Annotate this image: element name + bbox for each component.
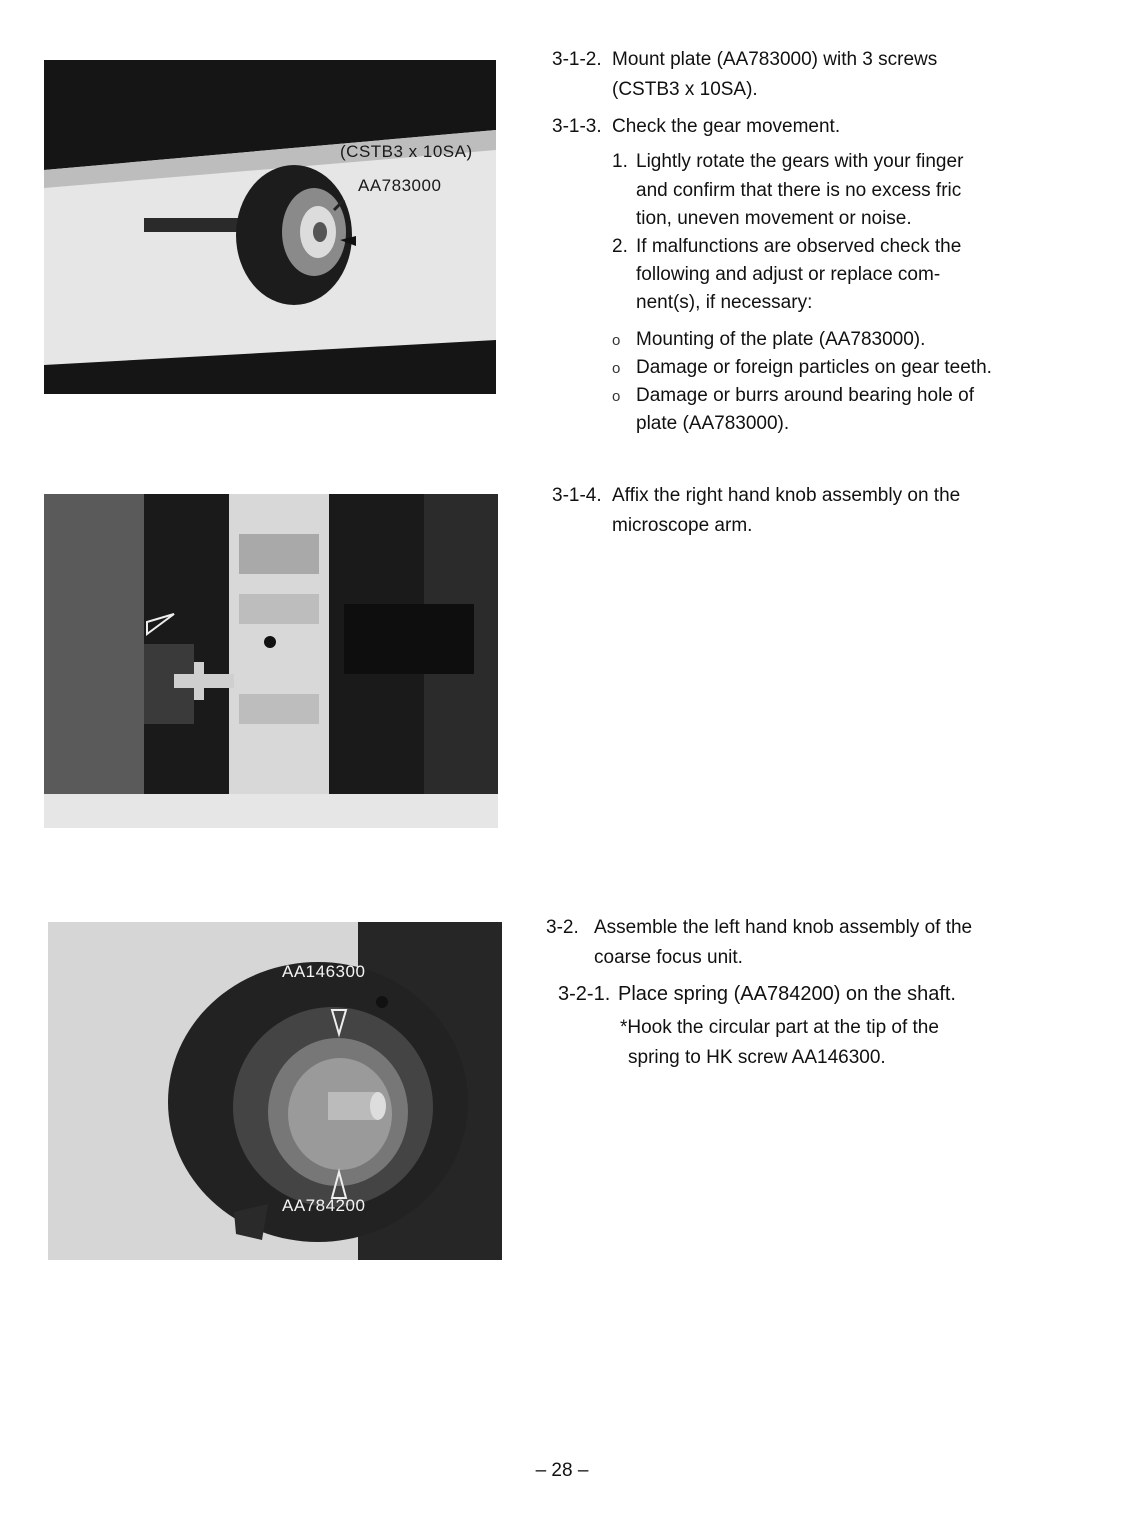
note-line1: *Hook the circular part at the tip of the bbox=[620, 1017, 939, 1038]
step-3-1-4 bbox=[552, 482, 960, 510]
item-2-line2: following and adjust or replace com- bbox=[636, 264, 941, 285]
item-1-line2: and confirm that there is no excess fric bbox=[636, 180, 962, 201]
step-3-1-2-cont: (CSTB3 x 10SA). bbox=[612, 79, 758, 100]
step-text-line1: Mount plate (AA783000) with 3 screws bbox=[612, 49, 938, 70]
step-title: Check the gear movement. bbox=[612, 116, 841, 137]
callout-screw-label: (CSTB3 x 10SA) bbox=[340, 142, 473, 161]
item-1-line3: tion, uneven movement or noise. bbox=[636, 208, 912, 229]
page-number: – 28 – bbox=[535, 1460, 589, 1481]
callout-spring-label: AA784200 bbox=[282, 1196, 366, 1215]
right-knob-image bbox=[44, 494, 498, 828]
item-2-line3: nent(s), if necessary: bbox=[636, 292, 813, 313]
step-title: Place spring (AA784200) on the shaft. bbox=[618, 983, 956, 1005]
bullet-text: Damage or burrs around bearing hole of bbox=[636, 385, 974, 406]
step-3-1-2 bbox=[552, 46, 937, 74]
bullet-item bbox=[612, 382, 974, 411]
bullet-text: Mounting of the plate (AA783000). bbox=[636, 329, 926, 350]
item-number: 1. bbox=[612, 151, 628, 172]
item-number: 2. bbox=[612, 236, 628, 257]
item-2 bbox=[612, 233, 961, 261]
note-line2: spring to HK screw AA146300. bbox=[628, 1047, 886, 1068]
photo-right-knob-assembly bbox=[44, 494, 498, 828]
step-number: 3-1-3. bbox=[552, 116, 602, 137]
step-number: 3-1-4. bbox=[552, 485, 602, 506]
item-line1: Lightly rotate the gears with your finger bbox=[636, 151, 964, 172]
photo-plate-mounting bbox=[44, 60, 496, 394]
left-knob-spring-image bbox=[48, 922, 502, 1260]
step-text-line1: Assemble the left hand knob assembly of the bbox=[594, 917, 973, 938]
step-3-2 bbox=[546, 914, 972, 942]
plate-mounting-image bbox=[44, 60, 496, 394]
bullet-item bbox=[612, 354, 992, 383]
callout-plate-label: AA783000 bbox=[358, 176, 442, 195]
step-3-1-3 bbox=[552, 113, 840, 141]
bullet-text: Damage or foreign particles on gear teeth. bbox=[636, 357, 992, 378]
item-line1: If malfunctions are observed check the bbox=[636, 236, 962, 257]
step-number: 3-2-1. bbox=[558, 983, 611, 1005]
bullet-circle-icon: o bbox=[612, 360, 621, 377]
bullet-3-cont: plate (AA783000). bbox=[636, 413, 790, 434]
photo-left-knob-spring bbox=[48, 922, 502, 1260]
step-3-1-4-cont: microscope arm. bbox=[612, 515, 753, 536]
bullet-circle-icon: o bbox=[612, 388, 621, 405]
step-number: 3-1-2. bbox=[552, 49, 602, 70]
bullet-circle-icon: o bbox=[612, 332, 621, 349]
item-1 bbox=[612, 148, 963, 176]
callout-hk-screw-label: AA146300 bbox=[282, 962, 366, 981]
bullet-item bbox=[612, 326, 925, 355]
step-text-line1: Affix the right hand knob assembly on the bbox=[612, 485, 961, 506]
step-number: 3-2. bbox=[546, 917, 579, 938]
step-3-2-1 bbox=[558, 980, 956, 1008]
step-3-2-cont: coarse focus unit. bbox=[594, 947, 743, 968]
